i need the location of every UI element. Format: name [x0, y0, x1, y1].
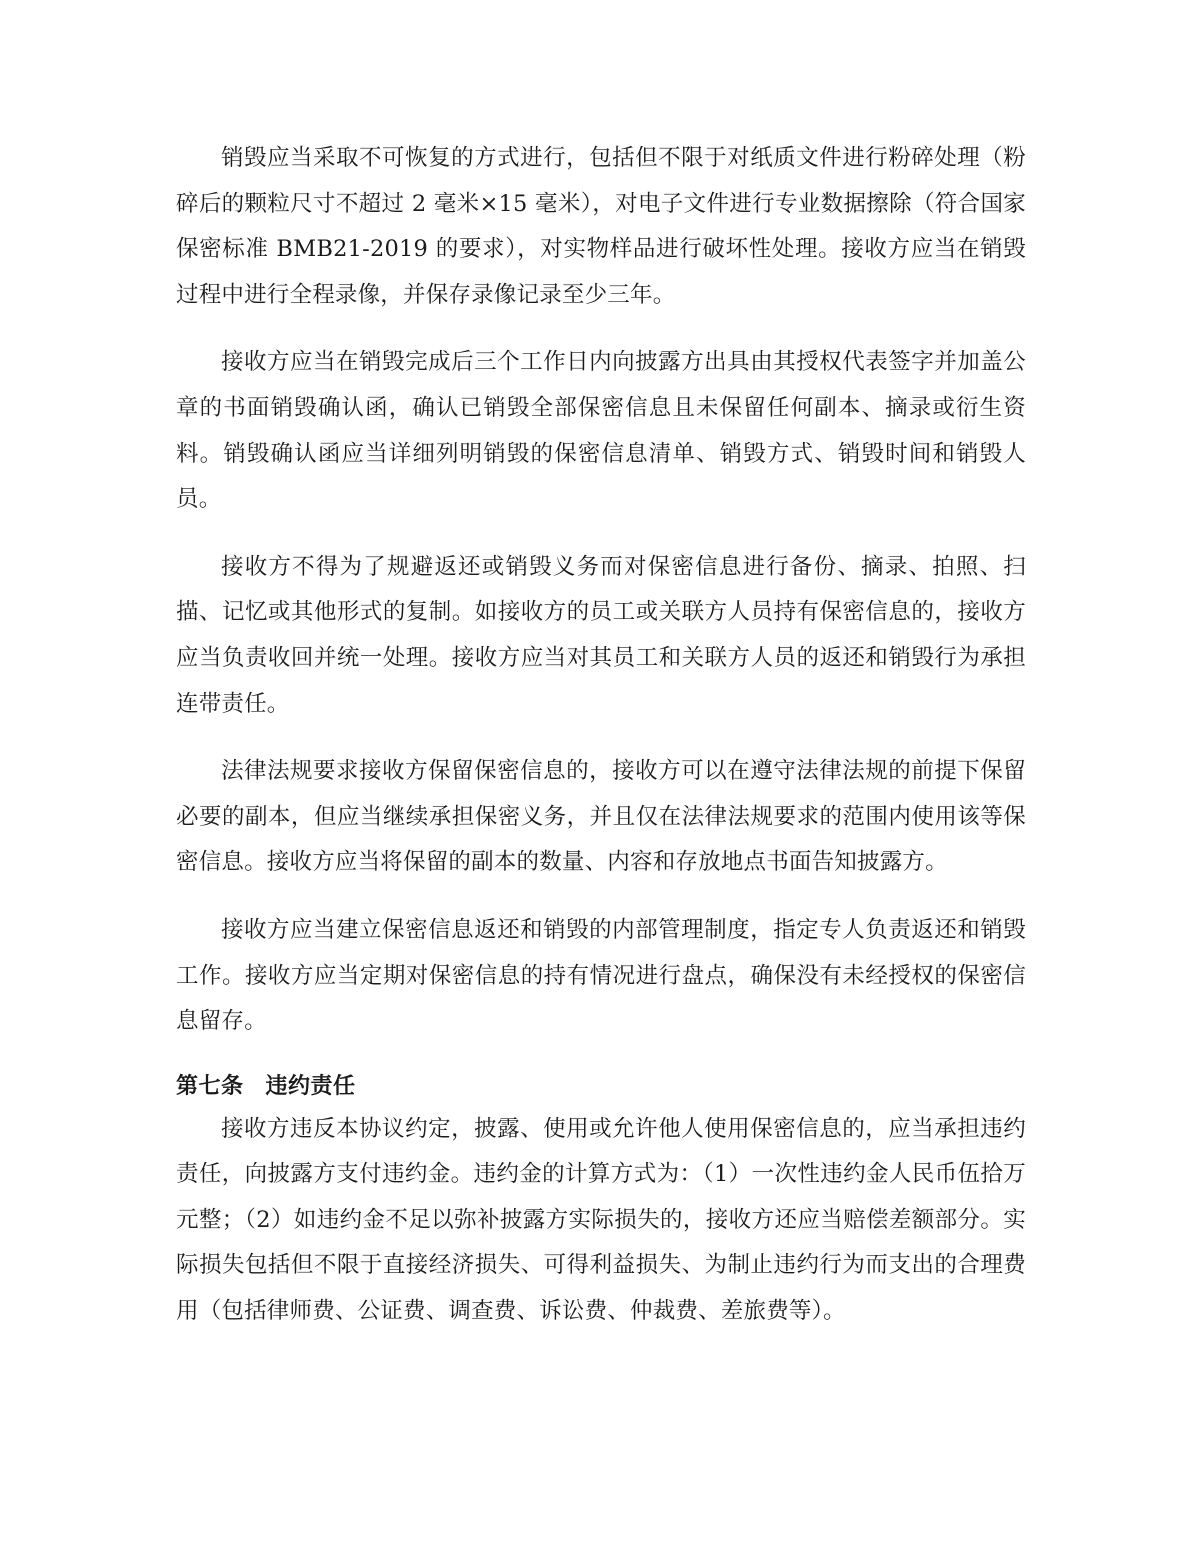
- paragraph-legal-retention: 法律法规要求接收方保留保密信息的，接收方可以在遵守法律法规的前提下保留必要的副本，但应当继续承担保密义务，并且仅在法律法规要求的范围内使用该等保密信息。接收方应当将保留的副本的数量、内容和存放地点书面告知披露方。: [176, 758, 1026, 876]
- paragraph-destruction-confirmation: 接收方应当在销毁完成后三个工作日内向披露方出具由其授权代表签字并加盖公章的书面销毁确认函，确认已销毁全部保密信息且未保留任何副本、摘录或衍生资料。销毁确认函应当详细列明销毁的保密信息清单、销毁方式、销毁时间和销毁人员。: [176, 349, 1026, 513]
- section-number: 第七条: [176, 1073, 244, 1099]
- paragraph-breach-liability: 接收方违反本协议约定，披露、使用或允许他人使用保密信息的，应当承担违约责任，向披露方支付违约金。违约金的计算方式为：（1）一次性违约金人民币伍拾万元整；（2）如违约金不足以弥补披露方实际损失的，接收方还应当赔偿差额部分。实际损失包括但不限于直接经济损失、可得利益损失、为制止违约行为而支出的合理费用（包括律师费、公证费、调查费、诉讼费、仲裁费、差旅费等）。: [176, 1115, 1026, 1325]
- paragraph-internal-management: 接收方应当建立保密信息返还和销毁的内部管理制度，指定专人负责返还和销毁工作。接收方应当定期对保密信息的持有情况进行盘点，确保没有未经授权的保密信息留存。: [176, 916, 1026, 1035]
- section-heading: [176, 1067, 1026, 1107]
- document-page: [176, 136, 1026, 1357]
- paragraph-destruction-method: 销毁应当采取不可恢复的方式进行，包括但不限于对纸质文件进行粉碎处理（粉碎后的颗粒尺寸不超过 2 毫米×15 毫米），对电子文件进行专业数据擦除（符合国家保密标准 BMB21-2019 的要求），对实物样品进行破坏性处理。接收方应当在销毁过程中进行全程录像，并保存录像记录至少三年。: [176, 145, 1026, 308]
- section-title: 违约责任: [265, 1073, 356, 1099]
- paragraph-no-copying: 接收方不得为了规避返还或销毁义务而对保密信息进行备份、摘录、拍照、扫描、记忆或其他形式的复制。如接收方的员工或关联方人员持有保密信息的，接收方应当负责收回并统一处理。接收方应当对其员工和关联方人员的返还和销毁行为承担连带责任。: [176, 553, 1026, 717]
